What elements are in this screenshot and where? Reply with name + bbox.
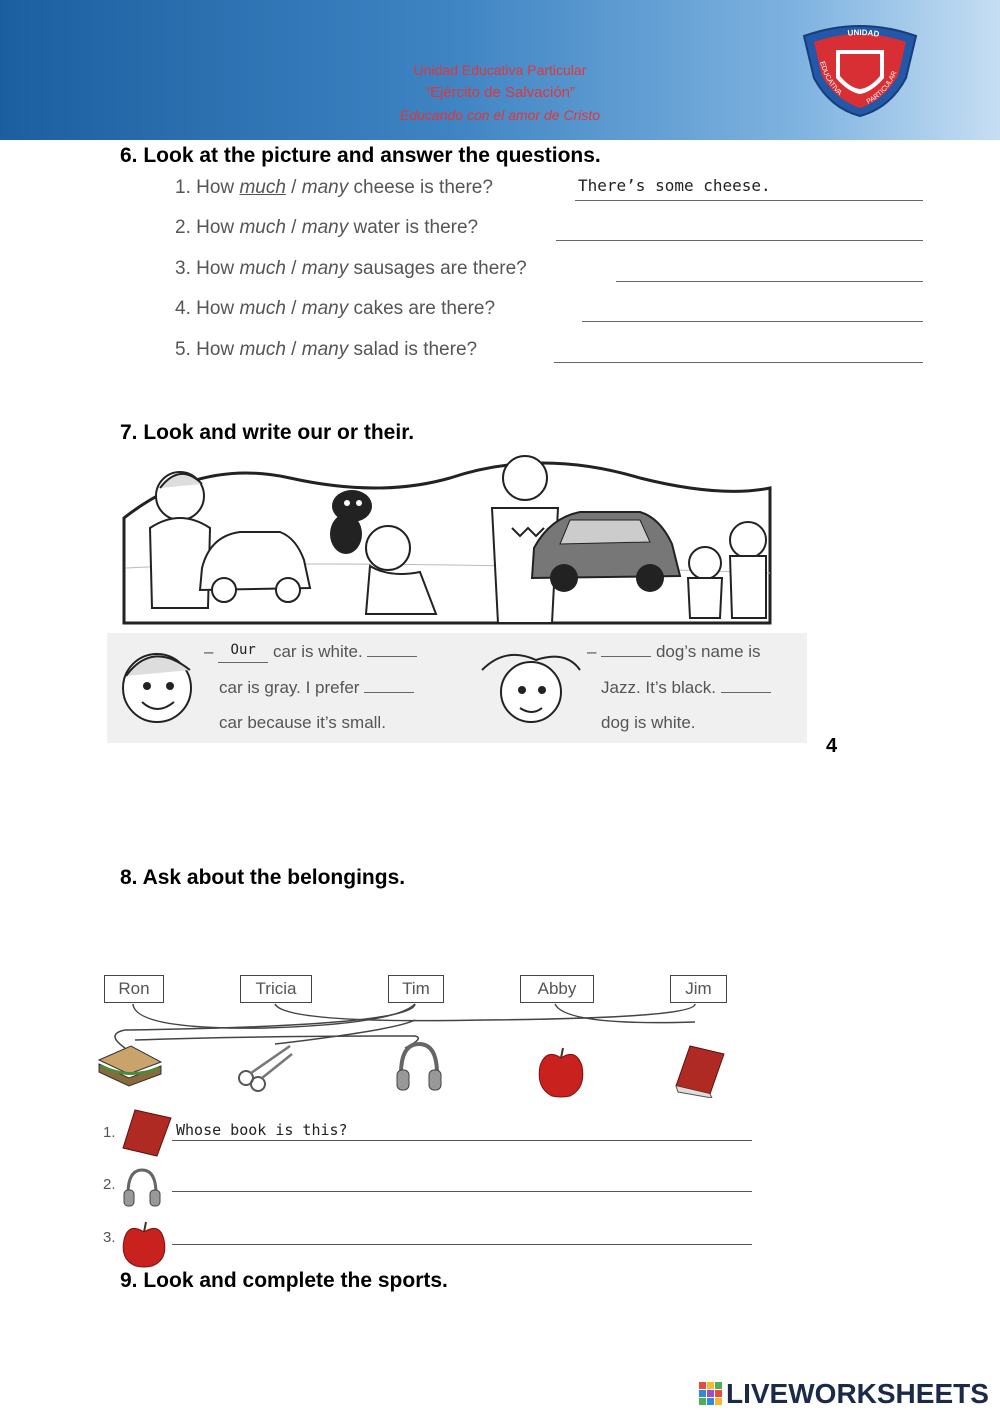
right-text2: Jazz. It’s black. (601, 678, 716, 697)
answer-line (172, 1191, 752, 1192)
question-row (175, 298, 495, 328)
scissors-icon (236, 1042, 296, 1092)
left-line1 (204, 642, 417, 663)
question-prefix: How (196, 258, 240, 279)
question-number: 3. (175, 258, 191, 279)
item-number: 2. (103, 1176, 116, 1193)
sandwich-icon (95, 1040, 165, 1090)
liveworksheets-logo-icon (698, 1381, 724, 1407)
answer-line (616, 281, 923, 282)
school-logo (800, 22, 920, 118)
left-answer-blank[interactable] (218, 642, 268, 663)
page-number: 4 (826, 735, 838, 757)
headphones-icon (122, 1166, 162, 1212)
option-much[interactable]: much (239, 177, 286, 198)
question-rest: cheese is there? (348, 177, 493, 198)
option-much[interactable]: much (239, 258, 286, 279)
question-prefix: How (196, 217, 240, 238)
option-much[interactable]: much (239, 339, 286, 360)
right-line2 (601, 678, 771, 698)
option-many[interactable]: many (301, 298, 349, 319)
section8-title: 8. Ask about the belongings. (120, 866, 406, 889)
option-separator: / (285, 258, 302, 279)
logo-text-top: UNIDAD (847, 27, 881, 39)
family-cars-illustration (120, 448, 780, 633)
girl-face-icon (476, 640, 586, 735)
school-header (0, 0, 1000, 140)
question-rest: cakes are there? (348, 298, 496, 319)
liveworksheets-text: LIVEWORKSHEETS (726, 1378, 989, 1409)
name-box-abby: Abby (520, 975, 594, 1003)
question-rest: salad is there? (348, 339, 478, 360)
option-much[interactable]: much (239, 298, 286, 319)
answer-field[interactable]: There’s some cheese. (578, 176, 771, 195)
option-separator: / (285, 217, 302, 238)
question-row (175, 177, 493, 207)
answer-line (172, 1140, 752, 1141)
right-line3: dog is white. (601, 713, 696, 732)
answer-field[interactable]: Whose book is this? (176, 1121, 348, 1139)
blank-field[interactable] (721, 678, 771, 693)
left-line3: car because it’s small. (219, 713, 386, 732)
apple-icon (120, 1220, 168, 1268)
school-name-line1: Unidad Educativa Particular (413, 62, 587, 78)
headphones-icon (393, 1038, 443, 1098)
question-rest: water is there? (348, 217, 479, 238)
answer-line (172, 1244, 752, 1245)
apple-icon (536, 1044, 586, 1100)
question-row (175, 339, 477, 369)
question-number: 1. (175, 177, 191, 198)
name-box-tricia: Tricia (240, 975, 312, 1003)
name-box-tim: Tim (388, 975, 444, 1003)
left-text1: car is white. (272, 642, 363, 661)
left-answer: Our (230, 642, 256, 658)
logo-text-left: EDUCATIVA (818, 60, 843, 97)
school-motto: Educando con el amor de Cristo (400, 107, 600, 123)
question-row (175, 258, 527, 288)
option-much[interactable]: much (239, 217, 286, 238)
option-many[interactable]: many (301, 217, 349, 238)
right-text1: dog’s name is (655, 642, 761, 661)
question-number: 2. (175, 217, 191, 238)
dash: – (204, 642, 214, 661)
option-many[interactable]: many (301, 177, 349, 198)
question-number: 4. (175, 298, 191, 319)
left-text2: car is gray. I prefer (219, 678, 360, 697)
blank-field[interactable] (601, 642, 651, 657)
blank-field[interactable] (364, 678, 414, 693)
woman-face-icon (112, 640, 202, 735)
answer-line (575, 200, 923, 201)
answer-line (556, 240, 923, 241)
answer-line (554, 362, 923, 363)
option-many[interactable]: many (301, 258, 349, 279)
dash: – (587, 642, 597, 661)
left-line2 (219, 678, 414, 698)
question-row (175, 217, 478, 247)
blank-field[interactable] (367, 642, 417, 657)
liveworksheets-brand (698, 1376, 989, 1412)
question-number: 5. (175, 339, 191, 360)
logo-text-right: PARTICULAR (865, 70, 899, 106)
question-prefix: How (196, 298, 240, 319)
book-icon (672, 1042, 728, 1098)
item-number: 3. (103, 1229, 116, 1246)
option-separator: / (285, 339, 302, 360)
book-icon (119, 1108, 175, 1158)
question-prefix: How (196, 177, 240, 198)
question-rest: sausages are there? (348, 258, 527, 279)
option-separator: / (285, 177, 302, 198)
section7-title: 7. Look and write our or their. (120, 421, 415, 444)
section6-title: 6. Look at the picture and answer the questions. (120, 144, 601, 167)
question-prefix: How (196, 339, 240, 360)
option-many[interactable]: many (301, 339, 349, 360)
answer-line (582, 321, 923, 322)
section9-title: 9. Look and complete the sports. (120, 1269, 448, 1292)
item-number: 1. (103, 1124, 116, 1141)
school-name-line2: “Ejército de Salvación” (424, 84, 576, 101)
name-box-jim: Jim (670, 975, 727, 1003)
option-separator: / (285, 298, 302, 319)
right-line1 (587, 642, 761, 662)
name-box-ron: Ron (104, 975, 164, 1003)
